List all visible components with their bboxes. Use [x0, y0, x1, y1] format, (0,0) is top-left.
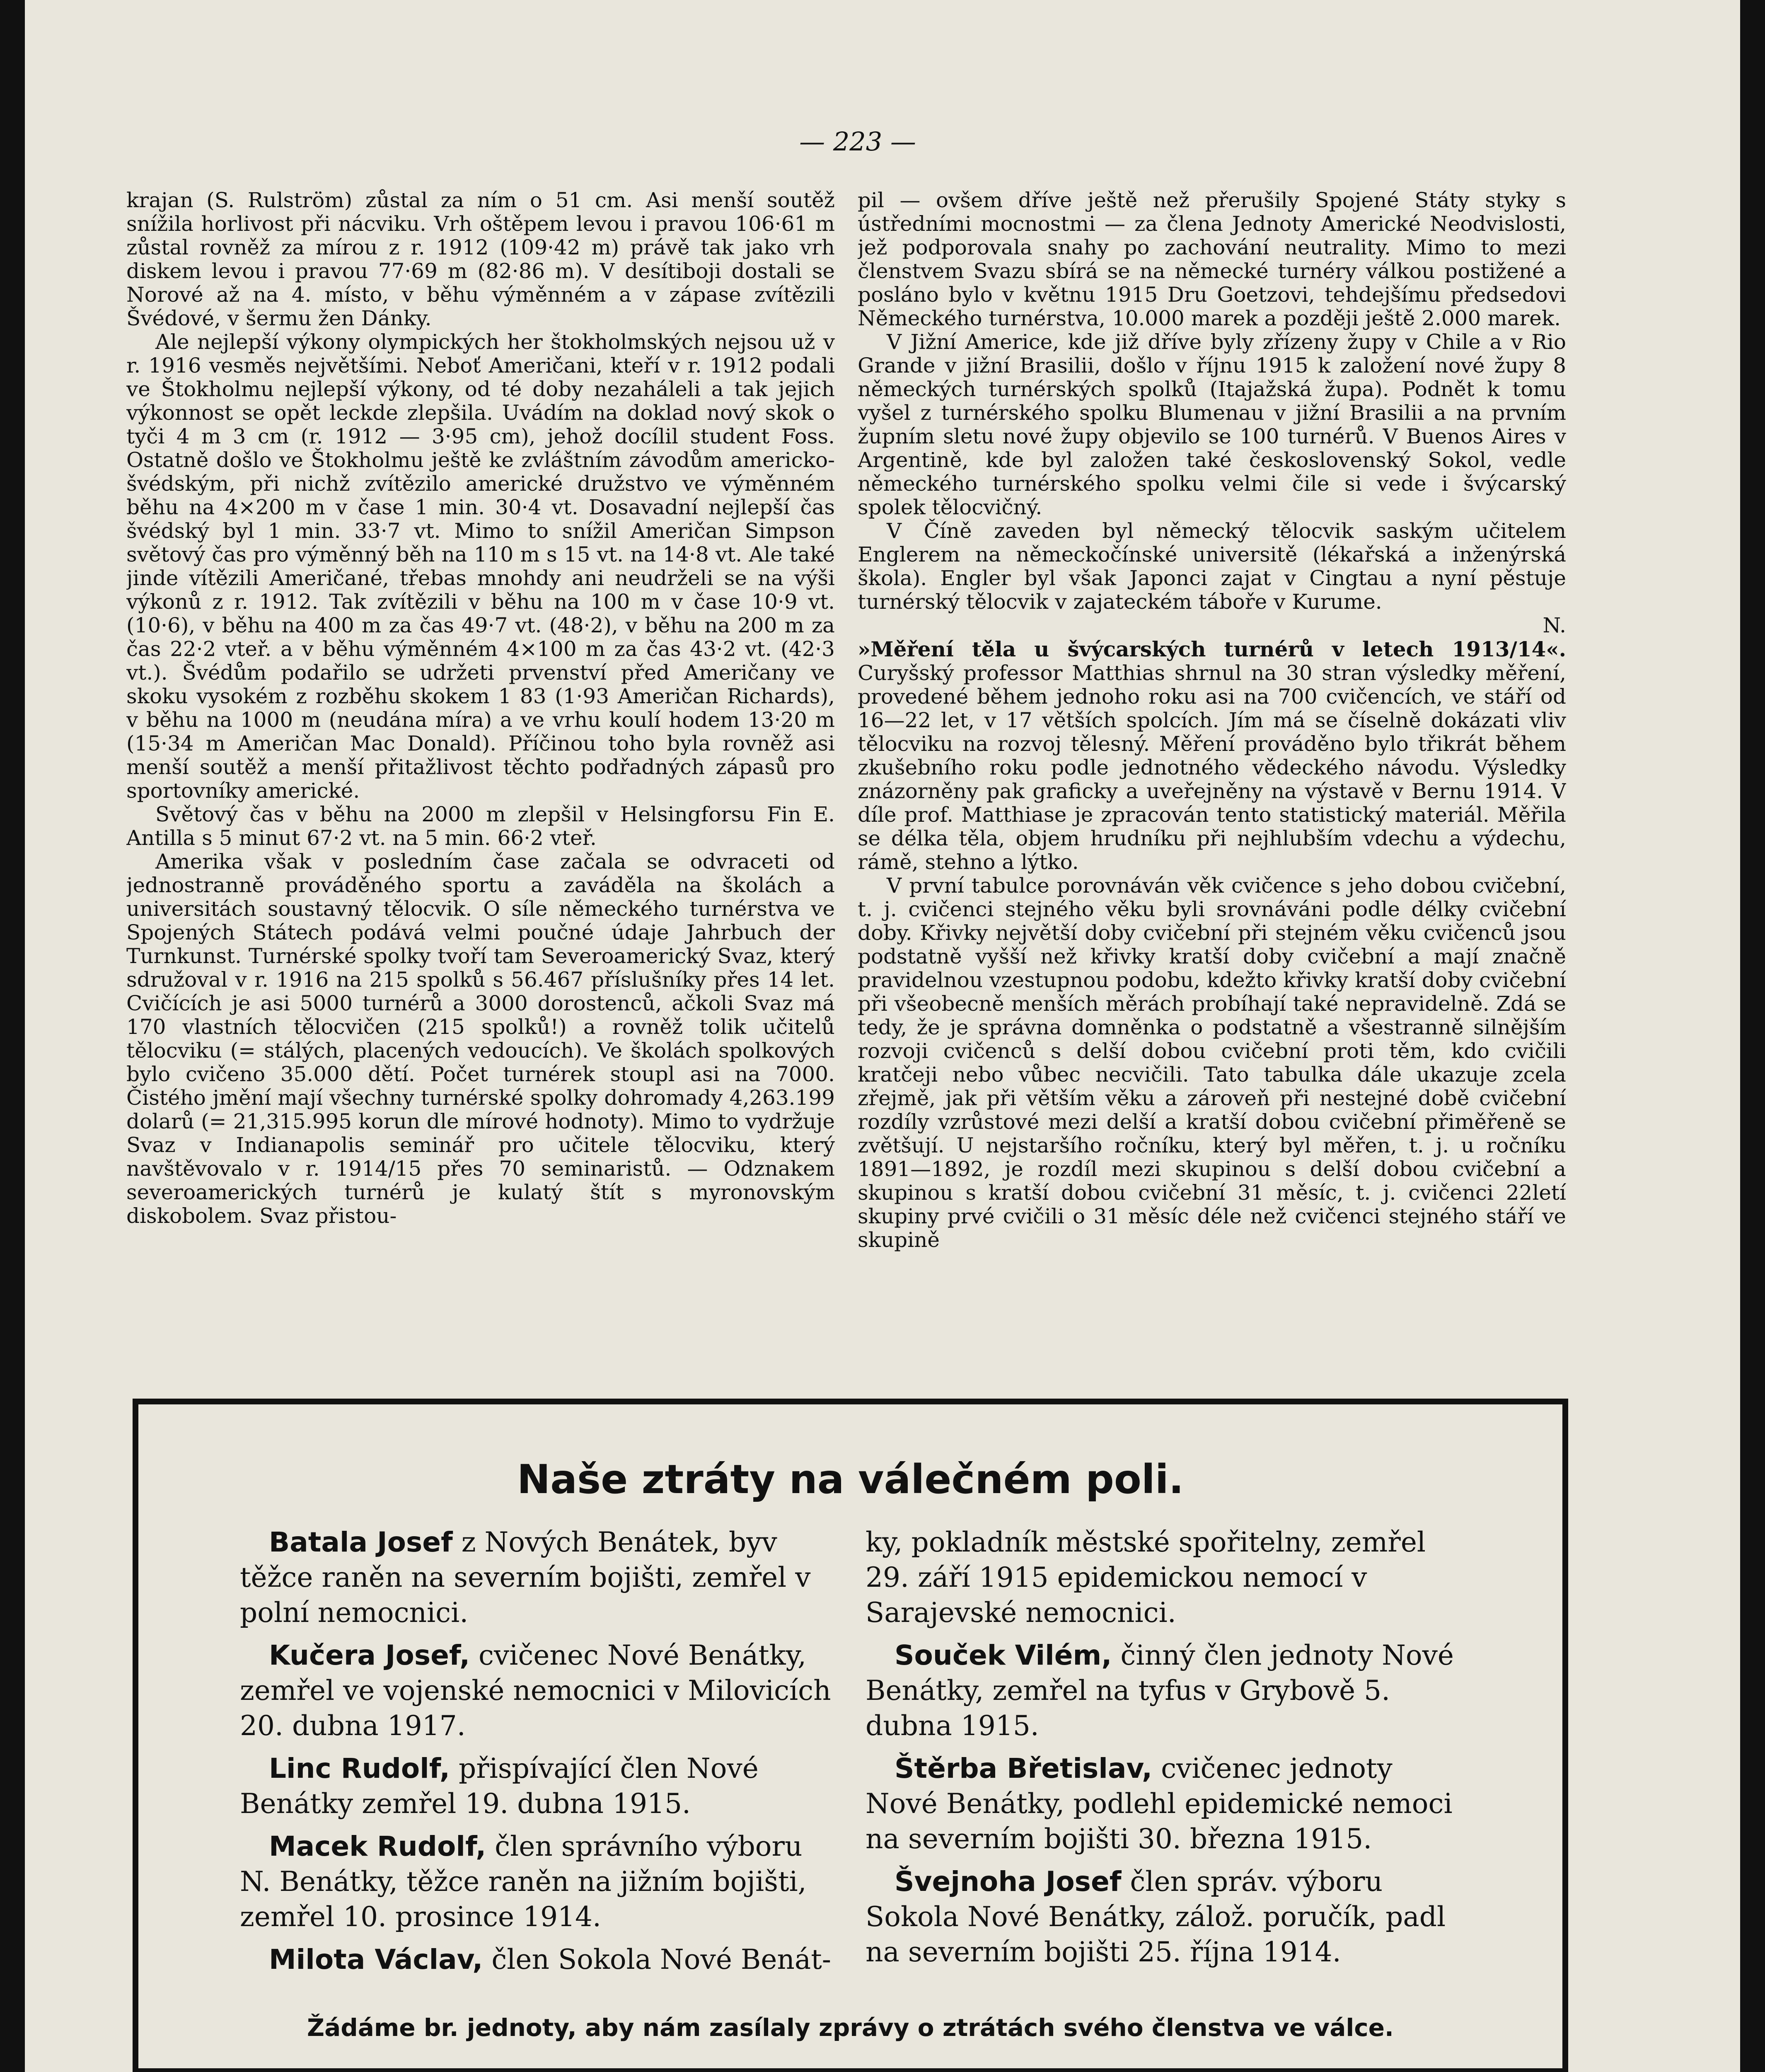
entry-text: člen správního výboru N. Benátky, těžce raněn na jižním bojišti, zemřel 10. prosince 1914. — [240, 1830, 807, 1933]
entry-text: cvičenec Nové Benátky, zemřel ve vojenské nemocnici v Milovicích 20. dubna 1917. — [240, 1639, 831, 1742]
entry-name: Kučera Josef, — [269, 1639, 470, 1671]
memorial-entry — [866, 1751, 1466, 1857]
entry-name: Linc Rudolf, — [269, 1752, 450, 1784]
memorial-left-column — [240, 1525, 841, 1985]
memorial-entry — [240, 1829, 841, 1934]
entry-text: člen správ. výboru Sokola Nové Benátky, zálož. poručík, padl na severním bojišti 25. října 1914. — [866, 1866, 1446, 1968]
memorial-title: Naše ztráty na válečném poli. — [517, 1456, 1184, 1503]
notice-body: Curyšský professor Matthias shrnul na 30 stran výsledky měření, provedené během jednoho roku asi na 700 cvičencích, ve stáří od 16—22 let, v 17 větších spolcích. Jím má se číselně dokázati vliv tělocviku na rozvoj tělesný. Měření prováděno bylo třikrát během zkušebního roku podle jednotného vědeckého návodu. Výsledky znázorněny pak graficky a uveřejněny na výstavě v Bernu 1914. V díle prof. Matthiase je zpracován tento statistický materiál. Měřila se délka těla, objem hrudníku při nejhlubším vdechu a výdechu, rámě, stehno a lýtko. — [858, 661, 1566, 874]
memorial-entry — [240, 1751, 841, 1821]
memorial-entry — [866, 1864, 1466, 1970]
notice-paragraph: V první tabulce porovnáván věk cvičence s jeho dobou cvičební, t. j. cvičenci stejného věku byli srovnáváni podle délky cvičební doby. Křivky největší doby cvičební při stejném věku cvičenců jsou podstatně vyšší než křivky kratší doby cvičební a mají značně pravidelnou vzestupnou podobu, kdežto křivky kratší doby cvičební při všeobecně menších měrách probíhají také nepravidelně. Zdá se tedy, že je správna domněnka o podstatně a všestranně silnějším rozvoji cvičenců s delší dobou cvičební proti těm, kdo cvičili kratčeji nebo vůbec necvičili. Tato tabulka dále ukazuje zcela zřejmě, jak při větším věku a zároveň při nestejné době cvičební rozdíly vzrůstové mezi delší a kratší dobou cvičební přiměřeně se zvětšují. U nejstaršího ročníku, který byl měřen, t. j. u ročníku 1891—1892, je rozdíl mezi skupinou s delší dobou cvičební a skupinou s kratší dobou cvičební 31 měsíc, t. j. cvičenci 22letí skupiny prvé cvičili o 31 měsíc déle než cvičenci stejného stáří ve skupině — [858, 874, 1566, 1252]
memorial-appeal: Žádáme br. jednoty, aby nám zasílaly zprávy o ztrátách svého členstva ve válce. — [307, 2014, 1394, 2042]
memorial-entry-continuation: ky, pokladník městské spořitelny, zemřel 29. září 1915 epidemickou nemocí v Sarajevské nemocnici. — [866, 1526, 1426, 1629]
right-column — [858, 189, 1566, 1372]
entry-name: Macek Rudolf, — [269, 1830, 486, 1862]
entry-text: činný člen jednoty Nové Benátky, zemřel na tyfus v Grybově 5. dubna 1915. — [866, 1639, 1454, 1742]
author-initial: N. — [1543, 613, 1566, 637]
entry-name: Souček Vilém, — [895, 1639, 1112, 1671]
entry-text: člen Sokola Nové Benát- — [483, 1944, 832, 1975]
article-paragraph: pil — ovšem dříve ještě než přerušily Spojené Státy styky s ústředními mocnostmi — za člena Jednoty Americké Neodvislosti, jež podporovala snahy po zachování neutrality. Mimo to mezi členstvem Svazu sbírá se na německé turnéry válkou postižené a posláno bylo v květnu 1915 Dru Goetzovi, tehdejšímu předsedovi Německého turnérstva, 10.000 marek a později ještě 2.000 marek. — [858, 189, 1566, 330]
notice-paragraph — [858, 637, 1566, 874]
entry-name: Štěrba Břetislav, — [895, 1752, 1153, 1784]
memorial-right-column — [866, 1525, 1466, 1977]
article-paragraph: Světový čas v běhu na 2000 m zlepšil v Helsingforsu Fin E. Antilla s 5 minut 67·2 vt. na 5 min. 66·2 vteř. — [126, 802, 835, 850]
article-paragraph: Amerika však v posledním čase začala se odvraceti od jednostranně prováděného sportu a zaváděla na školách a universitách soustavný tělocvik. O síle německého turnérstva ve Spojených Státech podává velmi poučné údaje Jahrbuch der Turnkunst. Turnérské spolky tvoří tam Severoamerický Svaz, který sdružoval v r. 1916 na 215 spolků s 56.467 příslušníky přes 14 let. Cvičících je asi 5000 turnérů a 3000 dorostenců, ačkoli Svaz má 170 vlastních tělocvičen (215 spolků!) a rovněž tolik učitelů tělocviku (= stálých, placených vedoucích). Ve školách spolkových bylo cvičeno 35.000 dětí. Počet turnérek stoupl asi na 7000. Čistého jmění mají všechny turnérské spolky dohromady 4,263.199 dolarů (= 21,315.995 korun dle mírové hodnoty). Mimo to vydržuje Svaz v Indianapolis seminář pro učitele tělocviku, který navštěvovalo v r. 1914/15 přes 70 seminaristů. — Odznakem severoamerických turnérů je kulatý štít s myronovským diskobolem. Svaz přistou- — [126, 850, 835, 1228]
entry-text: z Nových Benátek, byv těžce raněn na severním bojišti, zemřel v polní nemocnici. — [240, 1526, 811, 1629]
entry-name: Švejnoha Josef — [895, 1866, 1122, 1898]
memorial-entry — [240, 1525, 841, 1630]
scan-edge-right — [1740, 0, 1765, 2072]
left-column — [126, 189, 835, 1372]
memorial-entry — [866, 1638, 1466, 1743]
article-paragraph: krajan (S. Rulström) zůstal za ním o 51 cm. Asi menší soutěž snížila horlivost při nácviku. Vrh oštěpem levou i pravou 106·61 m zůstal rovněž za mírou z r. 1912 (109·42 m) právě tak jako vrh diskem levou i pravou 77·69 m (82·86 m). V desítiboji dostali se Norové až na 4. místo, v běhu výměnném a v zápase zvítězili Švédové, v šermu žen Dánky. — [126, 189, 835, 330]
article-paragraph: V Číně zaveden byl německý tělocvik saským učitelem Englerem na německočínské universitě (lékařská a inženýrská škola). Engler byl však Japonci zajat v Cingtau a nyní pěstuje turnérský tělocvik v zajateckém táboře v Kurume. — [858, 519, 1566, 614]
memorial-box — [133, 1399, 1568, 2072]
entry-text: přispívající člen Nové Benátky zemřel 19. dubna 1915. — [240, 1752, 759, 1820]
article-paragraph: V Jižní Americe, kde již dříve byly zřízeny župy v Chile a v Rio Grande v jižní Brasilii, došlo v říjnu 1915 k založení nové župy 8 německých turnérských spolků (Itajažská župa). Podnět k tomu vyšel z turnérského spolku Blumenau v jižní Brasilii a na prvním župním sletu nové župy objevilo se 100 turnérů. V Buenos Aires v Argentině, kde byl založen také československý Sokol, vedle německého turnérského spolku velmi čile si vede i švýcarský spolek tělocvičný. — [858, 330, 1566, 519]
entry-name: Milota Václav, — [269, 1944, 483, 1975]
page-number: — 223 — — [799, 126, 916, 157]
entry-text: cvičenec jednoty Nové Benátky, podlehl epidemické nemoci na severním bojišti 30. března 1915. — [866, 1752, 1453, 1855]
article-paragraph: Ale nejlepší výkony olympických her štokholmských nejsou už v r. 1916 vesměs největšími. Neboť Američani, kteří v r. 1912 podali ve Štokholmu nejlepší výkony, od té doby nezaháleli a tak jejich výkonnost se opět leckde zlepšila. Uvádím na doklad nový skok o tyči 4 m 3 cm (r. 1912 — 3·95 cm), jehož docílil student Foss. Ostatně došlo ve Štokholmu ještě ke zvláštním závodům americko-švédským, při nichž zvítězilo americké družstvo ve výměnném běhu na 4×200 m v čase 1 min. 30·4 vt. Dosavadní nejlepší čas švédský byl 1 min. 33·7 vt. Mimo to snížil Američan Simpson světový čas pro výměnný běh na 110 m s 15 vt. na 14·8 vt. Ale také jinde vítězili Američané, třebas mnohdy ani neudrželi se na výši výkonů z r. 1912. Tak zvítězili v běhu na 100 m v čase 10·9 vt. (10·6), v běhu na 400 m za čas 49·7 vt. (48·2), v běhu na 200 m za čas 22·2 vteř. a v běhu výměnném 4×100 m za čas 43·2 vt. (42·3 vt.). Švédům podařilo se udržeti prvenství před Američany ve skoku vysokém z rozběhu skokem 1 83 (1·93 Američan Richards), v běhu na 1000 m (neudána míra) a ve vrhu koulí hodem 13·20 m (15·34 m Američan Mac Donald). Příčinou toho byla rovněž asi menší soutěž a menší přitažlivost těchto podřadných zápasů pro sportovníky americké. — [126, 330, 835, 803]
notice-title: »Měření těla u švýcarských turnérů v letech 1913/14«. — [858, 637, 1566, 661]
memorial-entry — [240, 1942, 841, 1977]
entry-name: Batala Josef — [269, 1526, 453, 1558]
memorial-entry — [240, 1638, 841, 1743]
scan-edge-left — [0, 0, 25, 2072]
